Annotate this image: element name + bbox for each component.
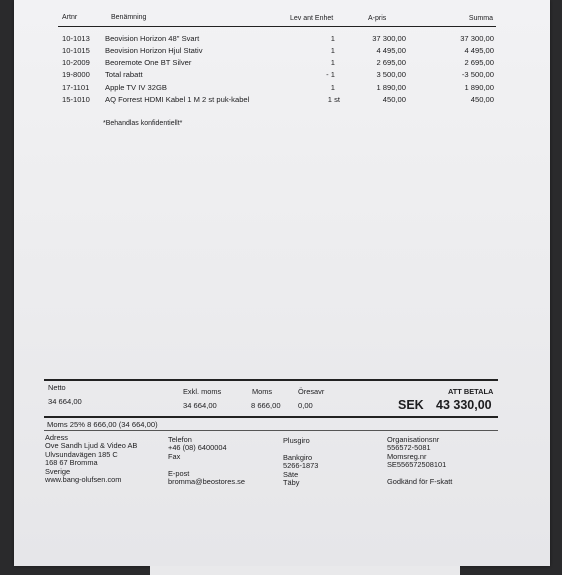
col-header-artnr: Artnr	[62, 14, 78, 21]
item-qty: - 1	[326, 70, 335, 79]
item-apris: 4 495,00	[376, 46, 406, 55]
totals-bottom-rule	[44, 416, 498, 418]
moms-summary: Moms 25% 8 666,00 (34 664,00)	[47, 420, 158, 429]
paper-edge	[150, 566, 460, 575]
item-artnr: 19-8000	[62, 70, 90, 79]
item-summa: 4 495,00	[464, 46, 494, 55]
sate-label: Säte	[283, 469, 299, 479]
item-qty: 1	[330, 34, 335, 43]
momsreg-label: Momsreg.nr	[387, 451, 427, 461]
footer-rule	[44, 430, 498, 431]
item-apris: 1 890,00	[376, 83, 406, 92]
oresavr-label: Öresavr	[298, 387, 325, 396]
exkl-moms-value: 34 664,00	[183, 401, 217, 410]
website: www.bang-olufsen.com	[45, 475, 122, 485]
netto-value: 34 664,00	[48, 397, 82, 406]
item-apris: 37 300,00	[372, 34, 406, 43]
confidential-note: *Behandlas konfidentiellt*	[103, 120, 183, 127]
oresavr-value: 0,00	[298, 401, 313, 410]
momsreg-value: SE556572508101	[387, 460, 447, 470]
item-apris: 2 695,00	[376, 58, 406, 67]
att-betala-label: ATT BETALA	[448, 387, 494, 396]
item-qty: 1	[330, 46, 335, 55]
currency: SEK	[398, 398, 424, 412]
col-header-apris: A-pris	[368, 15, 387, 22]
org-block	[387, 436, 452, 486]
item-qty: 1	[330, 58, 335, 67]
item-apris: 450,00	[382, 95, 406, 104]
address-line: 168 67 Bromma	[45, 458, 98, 468]
item-qty: 1 st	[327, 95, 340, 104]
address-line: Ulvsundavägen 185 C	[45, 449, 118, 459]
item-name: Apple TV IV 32GB	[105, 83, 167, 92]
plusgiro-label: Plusgiro	[283, 436, 310, 445]
item-artnr: 15-1010	[62, 95, 90, 104]
sate-value: Täby	[283, 478, 300, 488]
exkl-moms-label: Exkl. moms	[183, 387, 222, 396]
contact-block	[168, 436, 245, 486]
address-label: Adress	[45, 433, 69, 442]
item-name: Total rabatt	[105, 70, 143, 79]
total-amount: 43 330,00	[436, 398, 492, 412]
item-summa: 450,00	[470, 95, 494, 104]
org-label: Organisationsnr	[387, 435, 440, 444]
moms-label: Moms	[252, 387, 273, 396]
totals-top-rule	[44, 379, 498, 381]
bankgiro-value: 5266-1873	[283, 461, 319, 471]
item-qty: 1	[330, 83, 335, 92]
item-artnr: 10-1015	[62, 46, 90, 55]
item-artnr: 10-1013	[62, 34, 90, 43]
col-header-summa: Summa	[468, 15, 493, 22]
col-header-benamning: Benämning	[111, 14, 147, 21]
address-line: Ove Sandh Ljud & Video AB	[45, 441, 138, 451]
item-summa: 1 890,00	[464, 83, 494, 92]
item-summa: 37 300,00	[460, 34, 494, 43]
item-artnr: 10-2009	[62, 58, 90, 67]
epost-label: E-post	[168, 468, 190, 478]
bankgiro-label: Bankgiro	[283, 452, 313, 462]
col-header-lev-ant-enhet: Lev ant Enhet	[290, 15, 334, 22]
header-rule	[58, 26, 496, 27]
item-name: Beoremote One BT Silver	[105, 58, 192, 67]
item-apris: 3 500,00	[376, 70, 406, 79]
telefon-value: +46 (08) 6400004	[168, 443, 227, 453]
epost-value: bromma@beostores.se	[168, 477, 245, 487]
address-line: Sverige	[45, 466, 71, 476]
moms-value: 8 666,00	[251, 401, 281, 410]
telefon-label: Telefon	[168, 435, 192, 444]
item-name: Beovision Horizon Hjul Stativ	[105, 46, 203, 55]
item-name: AQ Forrest HDMI Kabel 1 M 2 st puk-kabel	[105, 95, 250, 104]
org-value: 556572-5081	[387, 443, 431, 453]
fskatt-text: Godkänd för F-skatt	[387, 477, 453, 487]
giro-block	[283, 437, 318, 487]
address-block	[45, 434, 137, 484]
item-artnr: 17-1101	[62, 83, 90, 92]
item-summa: 2 695,00	[464, 58, 494, 67]
item-summa: -3 500,00	[461, 70, 494, 79]
item-name: Beovision Horizon 48" Svart	[105, 34, 200, 43]
netto-label: Netto	[48, 383, 66, 392]
fax-label: Fax	[168, 451, 181, 461]
